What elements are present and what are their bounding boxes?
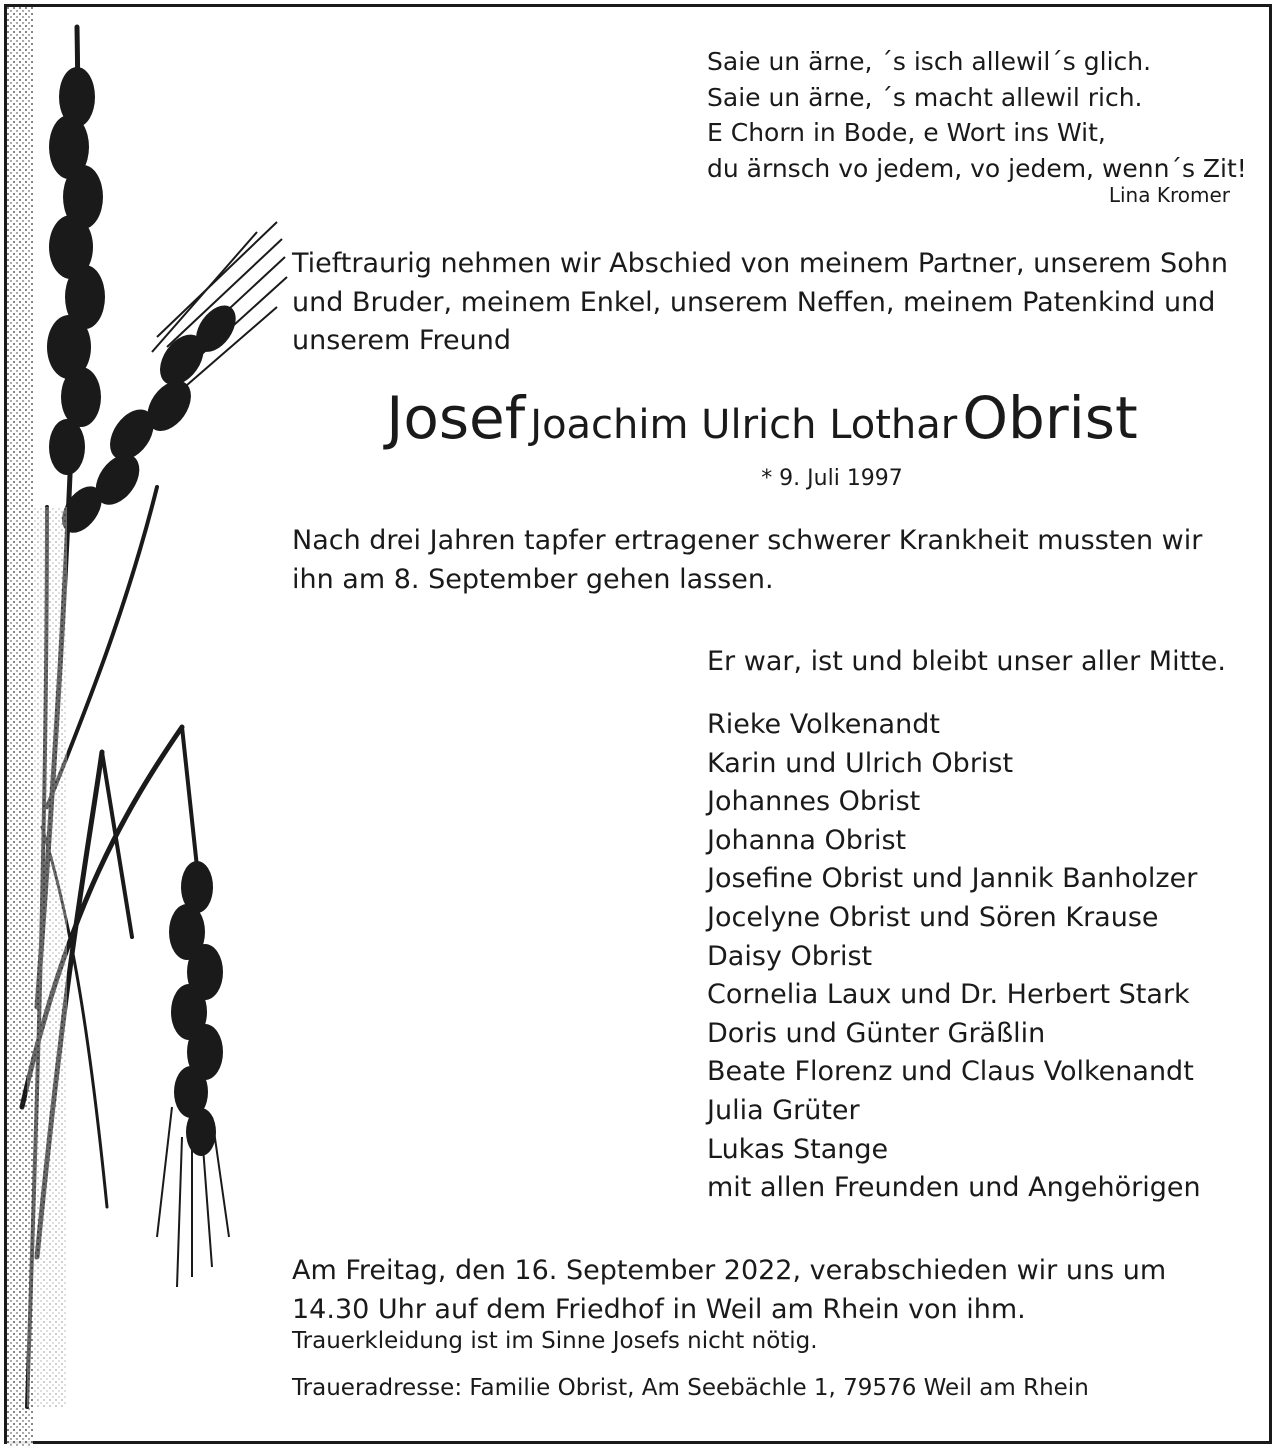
poem-line: Saie un ärne, ´s macht allewil rich. [707,82,1143,112]
mourners-list [707,706,1201,1208]
list-item: Rieke Volkenandt [707,709,940,740]
poem-line: du ärnsch vo jedem, vo jedem, wenn´s Zit! [707,153,1247,183]
poem-line: E Chorn in Bode, e Wort ins Wit, [707,118,1106,147]
last-name: Obrist [962,384,1138,452]
wheat-ears-illustration [7,7,297,1447]
birth-date: * 9. Juli 1997 [761,466,903,491]
mourning-address: Traueradresse: Familie Obrist, Am Seebächle 1, 79576 Weil am Rhein [292,1375,1089,1401]
list-item: Doris und Günter Gräßlin [707,1017,1046,1049]
list-item: Julia Grüter [707,1094,860,1126]
list-item: Cornelia Laux und Dr. Herbert Stark [707,979,1190,1011]
list-item: mit allen Freunden und Angehörigen [707,1172,1201,1204]
list-item: Jocelyne Obrist und Sören Krause [707,901,1159,933]
dress-note: Trauerkleidung ist im Sinne Josefs nicht nötig. [292,1328,818,1354]
list-item: Daisy Obrist [707,940,873,972]
list-item: Beate Florenz und Claus Volkenandt [707,1056,1194,1088]
poem [707,44,1247,186]
middle-names: Joachim Ulrich Lothar [530,402,958,448]
poem-line: Saie un ärne, ´s isch allewil´s glich. [707,47,1152,76]
poem-author: Lina Kromer [1108,183,1230,207]
list-item: Lukas Stange [707,1133,889,1165]
list-item: Johannes Obrist [707,786,921,818]
first-name: Josef [386,384,526,452]
intro-text: Tieftraurig nehmen wir Abschied von meinem Partner, unserem Sohn und Bruder, meinem Enkel, unserem Neffen, meinem Patenkind und unserem Freund [292,248,1228,356]
service-text: Am Freitag, den 16. September 2022, verabschieden wir uns um 14.30 Uhr auf dem Friedhof in Weil am Rhein von ihm. [292,1255,1167,1325]
list-item: Karin und Ulrich Obrist [707,747,1014,779]
motto: Er war, ist und bleibt unser aller Mitte. [707,646,1226,677]
list-item: Josefine Obrist und Jannik Banholzer [707,863,1198,895]
list-item: Johanna Obrist [707,824,907,856]
illness-text: Nach drei Jahren tapfer ertragener schwerer Krankheit mussten wir ihn am 8. September gehen lassen. [292,525,1203,595]
deceased-name [292,384,1232,452]
